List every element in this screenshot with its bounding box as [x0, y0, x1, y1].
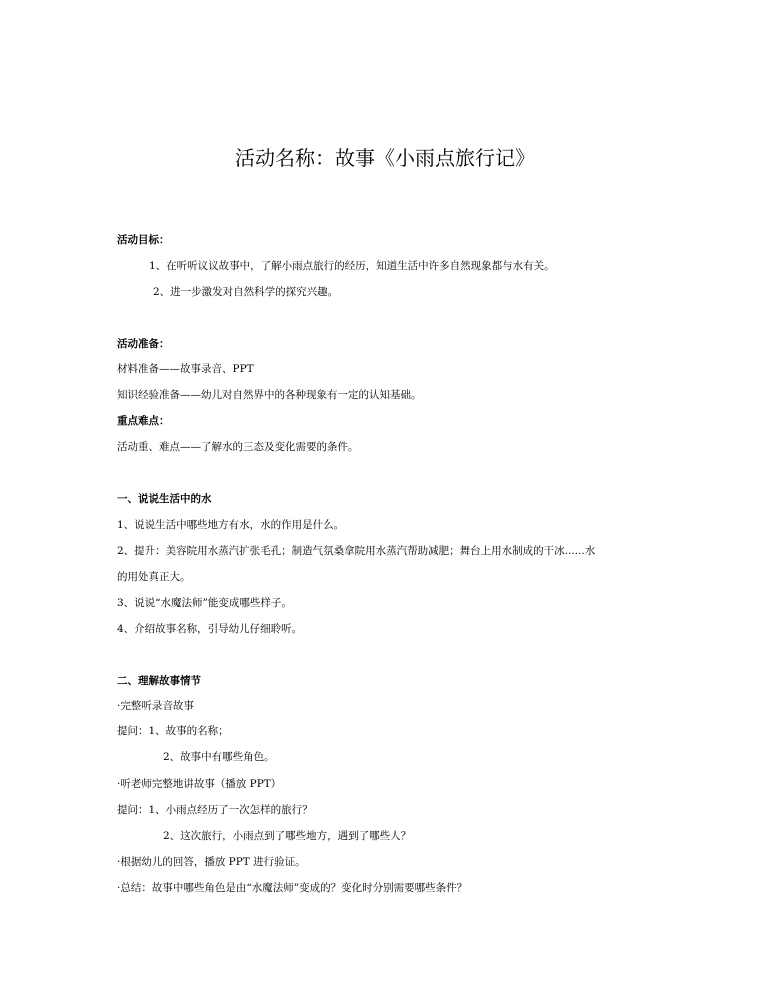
- section2-line-6: 2、这次旅行，小雨点到了哪些地方，遇到了哪些人？: [163, 830, 412, 842]
- section1-item-2: 2、提升：美容院用水蒸汽扩张毛孔；制造气氛桑拿院用水蒸汽帮助减肥；舞台上用水制成的干冰......水: [117, 545, 596, 557]
- section1-item-4: 4、介绍故事名称，引导幼儿仔细聆听。: [117, 623, 303, 635]
- goal-item-2: 2、进一步激发对自然科学的探究兴趣。: [153, 286, 339, 298]
- section2-line-4: ·听老师完整地讲故事（播放 PPT）: [117, 778, 282, 790]
- section1-item-2-cont: 的用处真正大。: [117, 571, 191, 583]
- section2-heading: 二、理解故事情节: [117, 675, 201, 687]
- section1-item-1: 1、说说生活中哪些地方有水，水的作用是什么。: [117, 519, 345, 531]
- preparation-heading: 活动准备：: [117, 338, 170, 350]
- section2-line-2: 提问：1、故事的名称；: [117, 725, 229, 737]
- key-points-text: 活动重、难点——了解水的三态及变化需要的条件。: [117, 441, 359, 453]
- knowledge-preparation: 知识经验准备——幼儿对自然界中的各种现象有一定的认知基础。: [117, 389, 422, 401]
- document-title: 活动名称：故事《小雨点旅行记》: [235, 146, 535, 170]
- section1-item-3: 3、说说“水魔法师”能变成哪些样子。: [117, 597, 292, 609]
- section2-line-7: ·根据幼儿的回答，播放 PPT 进行验证。: [117, 856, 306, 868]
- section2-line-3: 2、故事中有哪些角色。: [163, 751, 275, 763]
- section2-line-5: 提问：1、小雨点经历了一次怎样的旅行？: [117, 804, 313, 816]
- section2-line-1: ·完整听录音故事: [117, 700, 194, 712]
- goals-heading: 活动目标：: [117, 234, 170, 246]
- goal-item-1: 1、在听听议议故事中，了解小雨点旅行的经历，知道生活中许多自然现象都与水有关。: [149, 260, 555, 272]
- section2-line-8: ·总结：故事中哪些角色是由“水魔法师”变成的？变化时分别需要哪些条件？: [117, 882, 468, 894]
- key-points-heading: 重点难点：: [117, 415, 170, 427]
- section1-heading: 一、说说生活中的水: [117, 493, 212, 505]
- material-preparation: 材料准备——故事录音、PPT: [117, 363, 254, 375]
